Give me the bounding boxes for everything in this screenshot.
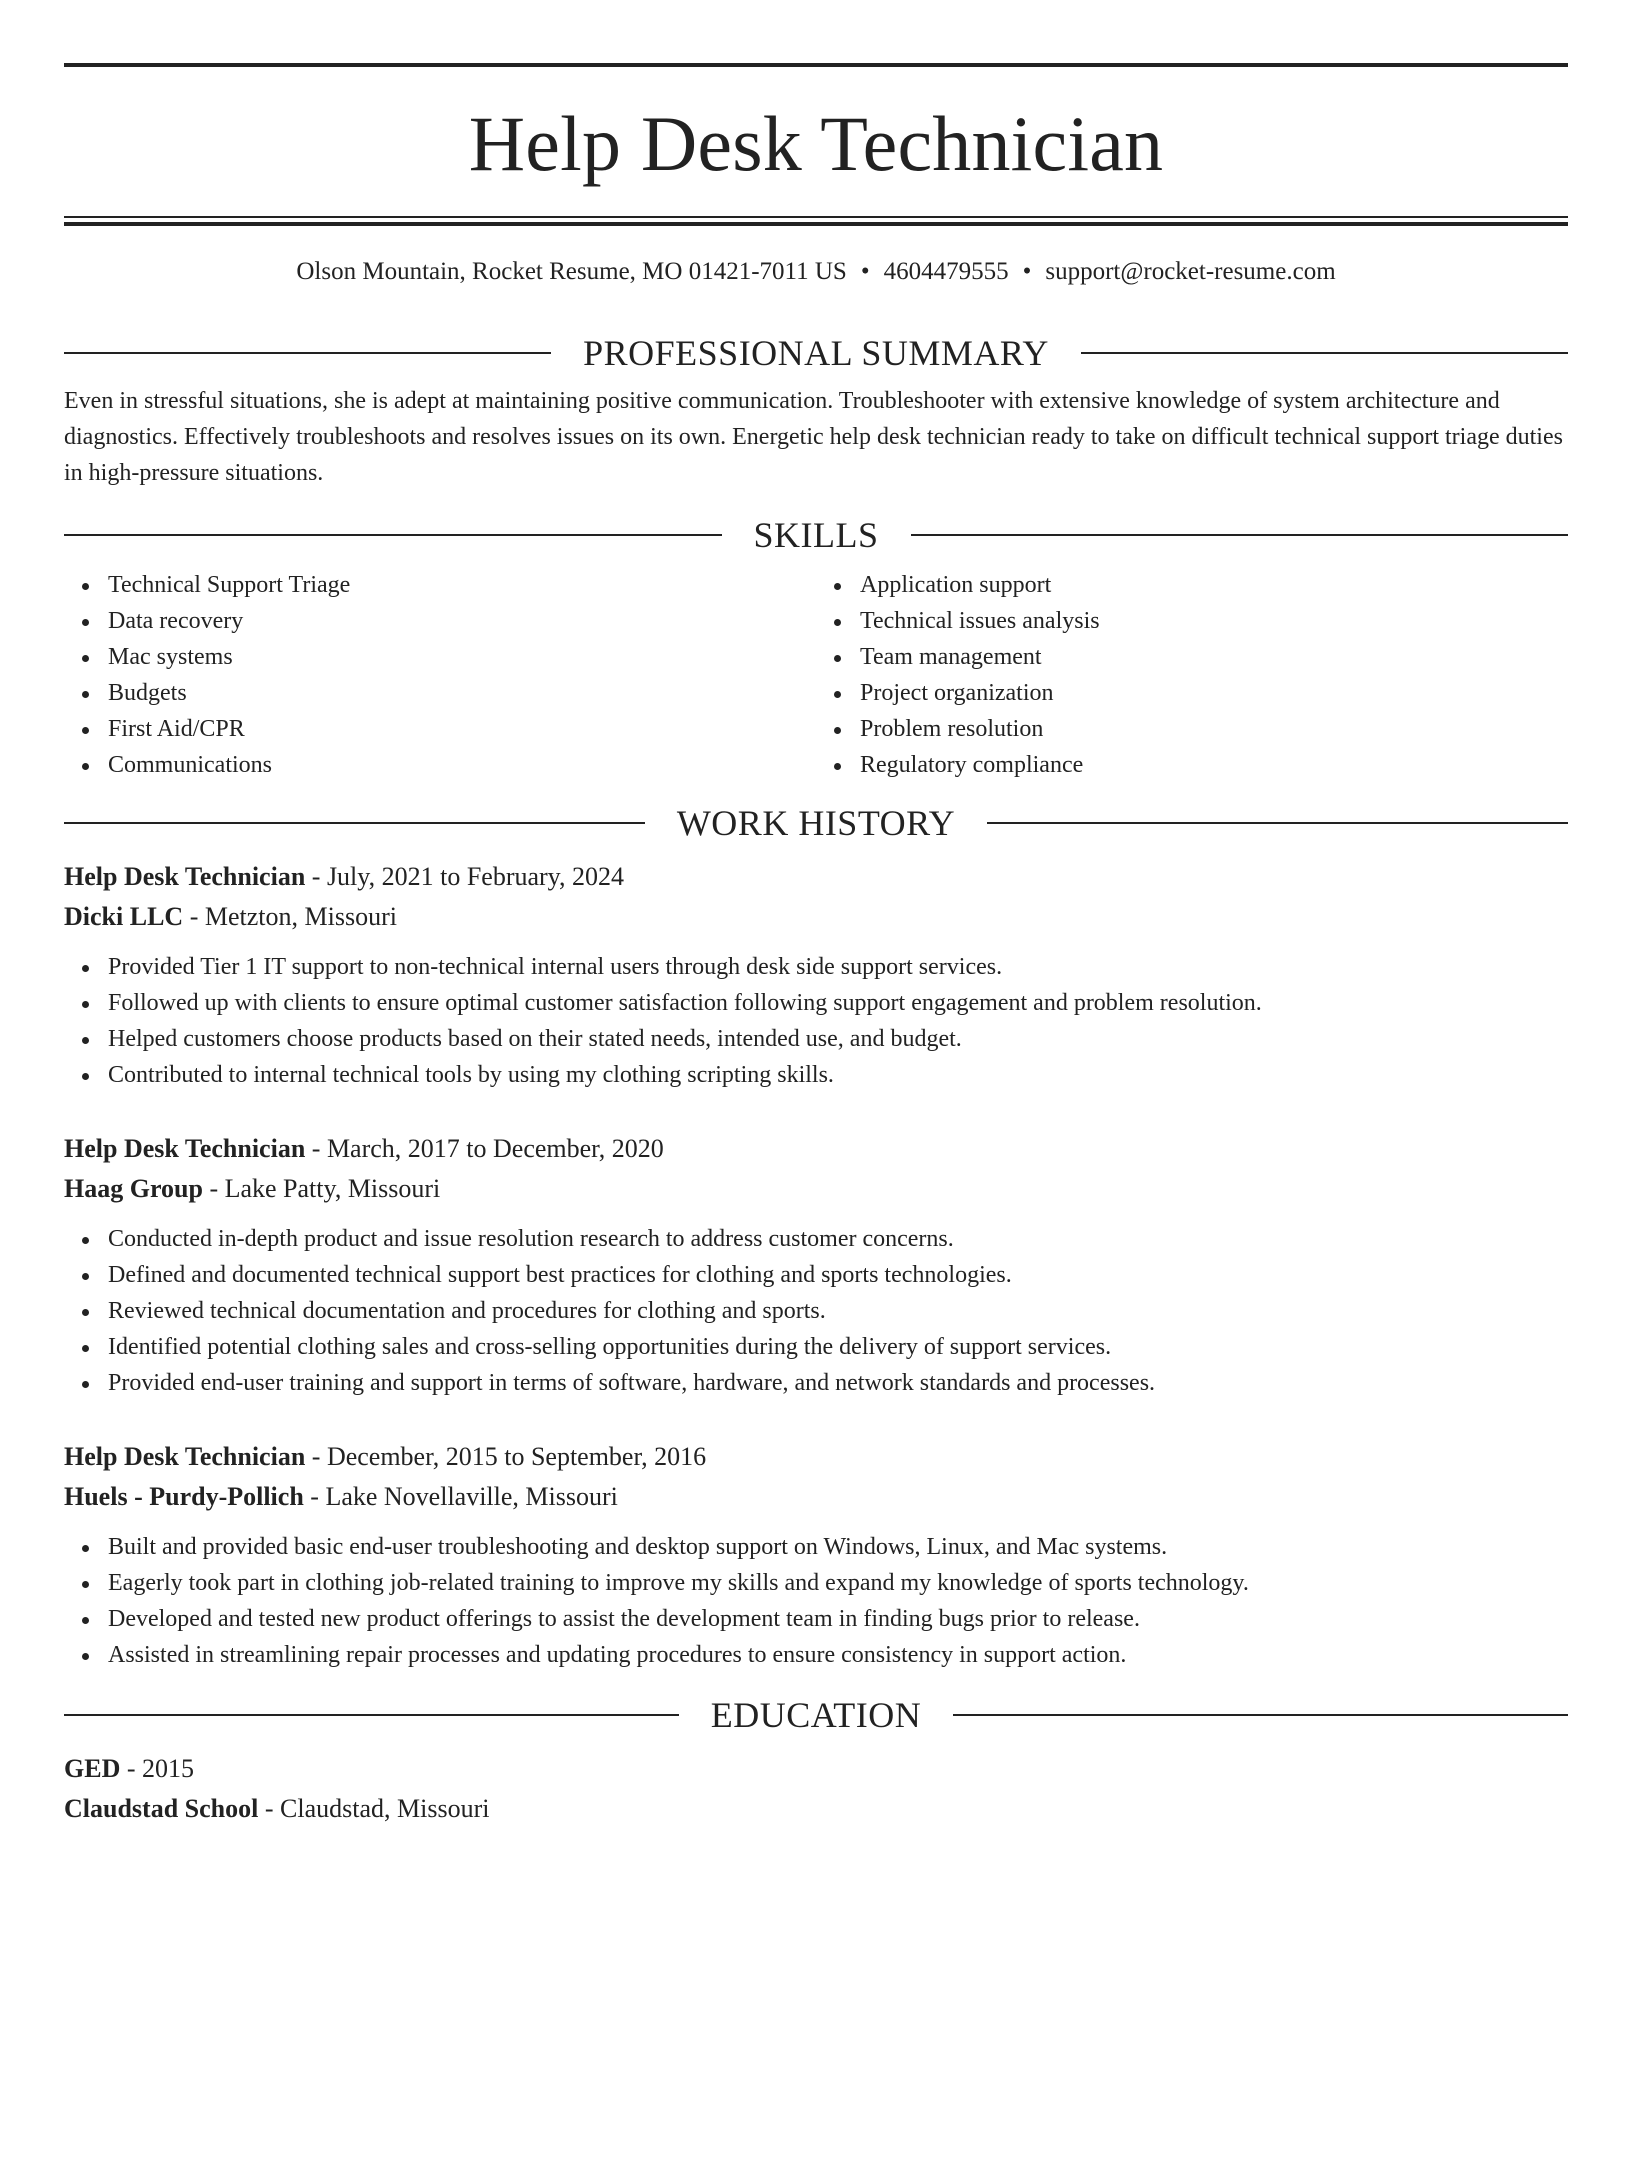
education-degree-line [64,1749,1568,1789]
education-location: - Claudstad, Missouri [258,1794,490,1823]
section-title-work: WORK HISTORY [676,803,956,843]
job-bullet: Assisted in streamlining repair processes and updating procedures to ensure consistency in support action. [108,1637,1568,1673]
skill-item: Regulatory compliance [860,747,1568,783]
section-rule [64,1714,679,1716]
section-title-summary: PROFESSIONAL SUMMARY [583,333,1049,373]
job-bullet: Followed up with clients to ensure optimal customer satisfaction following support engagement and problem resolution. [108,985,1568,1021]
skills-list [64,567,1568,783]
skill-item: Problem resolution [860,711,1568,747]
job-title-line [64,1437,1568,1477]
job-entry [64,857,1568,1093]
education-year: - 2015 [120,1754,195,1783]
education-entry [64,1749,1568,1829]
job-location: - Lake Patty, Missouri [202,1174,441,1203]
section-title-education: EDUCATION [710,1695,922,1735]
job-bullet: Developed and tested new product offerings to assist the development team in finding bugs prior to release. [108,1601,1568,1637]
job-bullet: Provided Tier 1 IT support to non-technical internal users through desk side support services. [108,949,1568,985]
job-bullets [64,949,1568,1093]
job-bullet: Contributed to internal technical tools by using my clothing scripting skills. [108,1057,1568,1093]
job-location: - Metzton, Missouri [183,902,397,931]
skills-column-left [64,567,816,783]
section-rule [64,352,551,354]
job-company: Huels - Purdy-Pollich [64,1482,304,1511]
job-bullet: Reviewed technical documentation and procedures for clothing and sports. [108,1293,1568,1329]
section-header-education [64,1695,1568,1735]
skill-item: Budgets [108,675,816,711]
education-degree: GED [64,1754,121,1783]
skill-item: Technical Support Triage [108,567,816,603]
resume-page [0,63,1632,2175]
contact-line [64,257,1568,287]
section-rule [911,534,1569,536]
job-bullet: Eagerly took part in clothing job-related training to improve my skills and expand my knowledge of sports technology. [108,1565,1568,1601]
contact-address: Olson Mountain, Rocket Resume, MO 01421-7011 US [296,258,847,285]
job-entry [64,1437,1568,1673]
job-bullet: Helped customers choose products based on their stated needs, intended use, and budget. [108,1021,1568,1057]
job-company: Dicki LLC [64,902,184,931]
education-school-line [64,1789,1568,1829]
section-header-skills [64,515,1568,555]
job-bullet: Provided end-user training and support in terms of software, hardware, and network standards and processes. [108,1365,1568,1401]
top-rule [64,63,1568,67]
skill-item: Team management [860,639,1568,675]
section-rule [953,1714,1568,1716]
section-rule [987,822,1568,824]
work-history-list [64,857,1568,1673]
skill-item: Mac systems [108,639,816,675]
job-location: - Lake Novellaville, Missouri [303,1482,618,1511]
job-company: Haag Group [64,1174,203,1203]
job-company-line [64,1477,1568,1517]
education-school: Claudstad School [64,1794,259,1823]
contact-phone: 4604479555 [883,258,1009,285]
section-rule [1081,352,1568,354]
job-bullet: Conducted in-depth product and issue resolution research to address customer concerns. [108,1221,1568,1257]
section-rule [64,822,645,824]
contact-separator: • [1022,258,1032,285]
skill-item: Technical issues analysis [860,603,1568,639]
job-dates: - December, 2015 to September, 2016 [305,1442,707,1471]
job-title-line [64,1129,1568,1169]
title-double-rule [64,216,1568,226]
section-rule [64,534,722,536]
section-header-work [64,803,1568,843]
job-bullet: Built and provided basic end-user troubleshooting and desktop support on Windows, Linux, and Mac systems. [108,1529,1568,1565]
job-bullets [64,1221,1568,1401]
skill-item: Data recovery [108,603,816,639]
section-title-skills: SKILLS [753,515,879,555]
resume-title: Help Desk Technician [468,100,1164,187]
skill-item: Application support [860,567,1568,603]
section-header-summary [64,333,1568,373]
contact-email: support@rocket-resume.com [1045,258,1336,285]
job-company-line [64,1169,1568,1209]
job-dates: - March, 2017 to December, 2020 [305,1134,664,1163]
skills-column-right [816,567,1568,783]
contact-separator: • [860,258,870,285]
job-title: Help Desk Technician [64,862,306,891]
job-bullets [64,1529,1568,1673]
job-bullet: Identified potential clothing sales and cross-selling opportunities during the delivery of support services. [108,1329,1568,1365]
job-dates: - July, 2021 to February, 2024 [305,862,624,891]
skill-item: Communications [108,747,816,783]
skill-item: Project organization [860,675,1568,711]
skill-item: First Aid/CPR [108,711,816,747]
job-title: Help Desk Technician [64,1134,306,1163]
job-title: Help Desk Technician [64,1442,306,1471]
job-entry [64,1129,1568,1401]
job-bullet: Defined and documented technical support best practices for clothing and sports technologies. [108,1257,1568,1293]
job-company-line [64,897,1568,937]
summary-text: Even in stressful situations, she is adept at maintaining positive communication. Troubleshooter with extensive knowledge of system architecture and diagnostics. Effectively troubleshoots and resolves issues on its own. Energetic help desk technician ready to take on difficult technical support triage duties in high-pressure situations. [64,388,1563,486]
job-title-line [64,857,1568,897]
